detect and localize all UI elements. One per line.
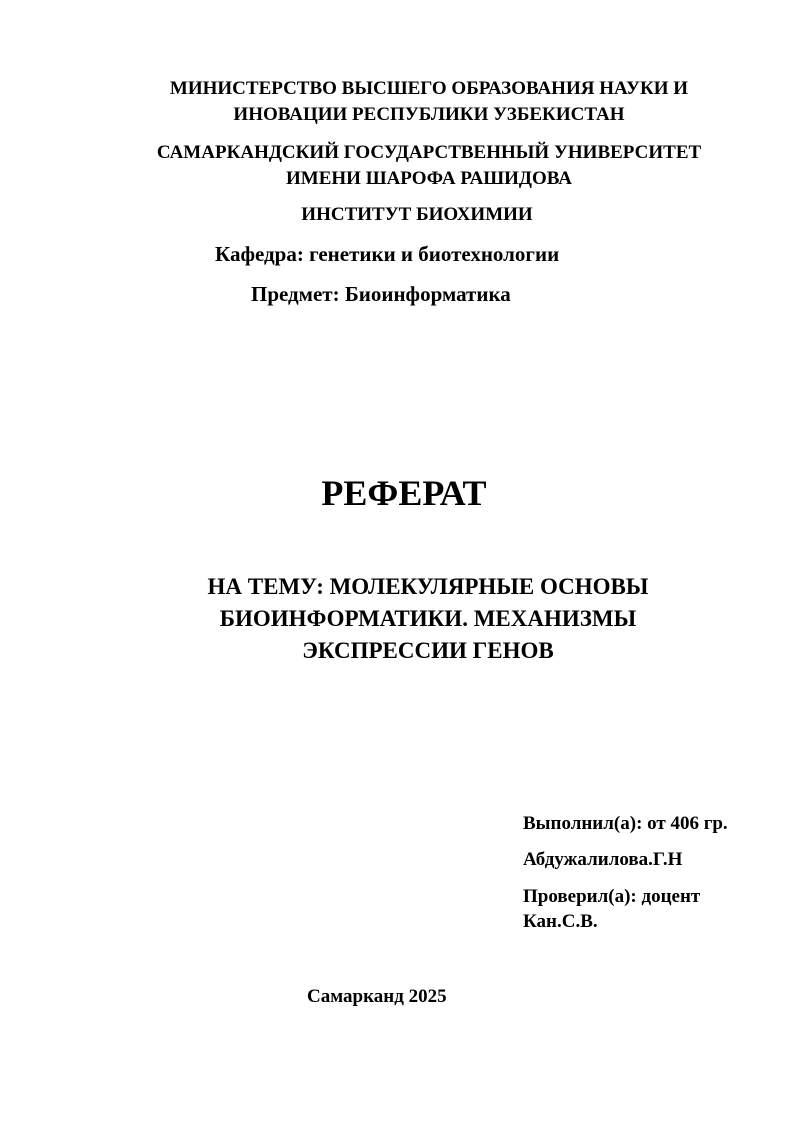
checker-name: Кан.С.В.: [523, 911, 598, 932]
university-heading: [0, 140, 800, 192]
done-by-label: Выполнил(а): от 406 гр.: [523, 813, 728, 834]
institute-heading: ИНСТИТУТ БИОХИМИИ: [301, 204, 533, 225]
topic-line-2: БИОИНФОРМАТИКИ. МЕХАНИЗМЫ: [219, 606, 637, 631]
university-line-1: САМАРКАНДСКИЙ ГОСУДАРСТВЕННЫЙ УНИВЕРСИТЕТ: [156, 142, 702, 163]
university-line-2: ИМЕНИ ШАРОФА РАШИДОВА: [286, 168, 572, 189]
topic-line-3: ЭКСПРЕССИИ ГЕНОВ: [302, 638, 554, 663]
department-label: Кафедра: генетики и биотехнологии: [215, 242, 560, 266]
ministry-line-2: ИНОВАЦИИ РЕСПУБЛИКИ УЗБЕКИСТАН: [233, 104, 625, 125]
subject-label: Предмет: Биоинформатика: [251, 282, 511, 306]
student-name: Абдужалилова.Г.Н: [523, 849, 683, 870]
checked-by-label: Проверил(а): доцент: [523, 886, 701, 907]
city-year: Самарканд 2025: [307, 986, 447, 1007]
topic-line-1: НА ТЕМУ: МОЛЕКУЛЯРНЫЕ ОСНОВЫ: [207, 574, 649, 599]
ministry-line-1: МИНИСТЕРСТВО ВЫСШЕГО ОБРАЗОВАНИЯ НАУКИ И: [169, 78, 689, 99]
document-title: РЕФЕРАТ: [321, 473, 487, 513]
topic-heading: [0, 571, 800, 667]
ministry-heading: [0, 76, 800, 128]
